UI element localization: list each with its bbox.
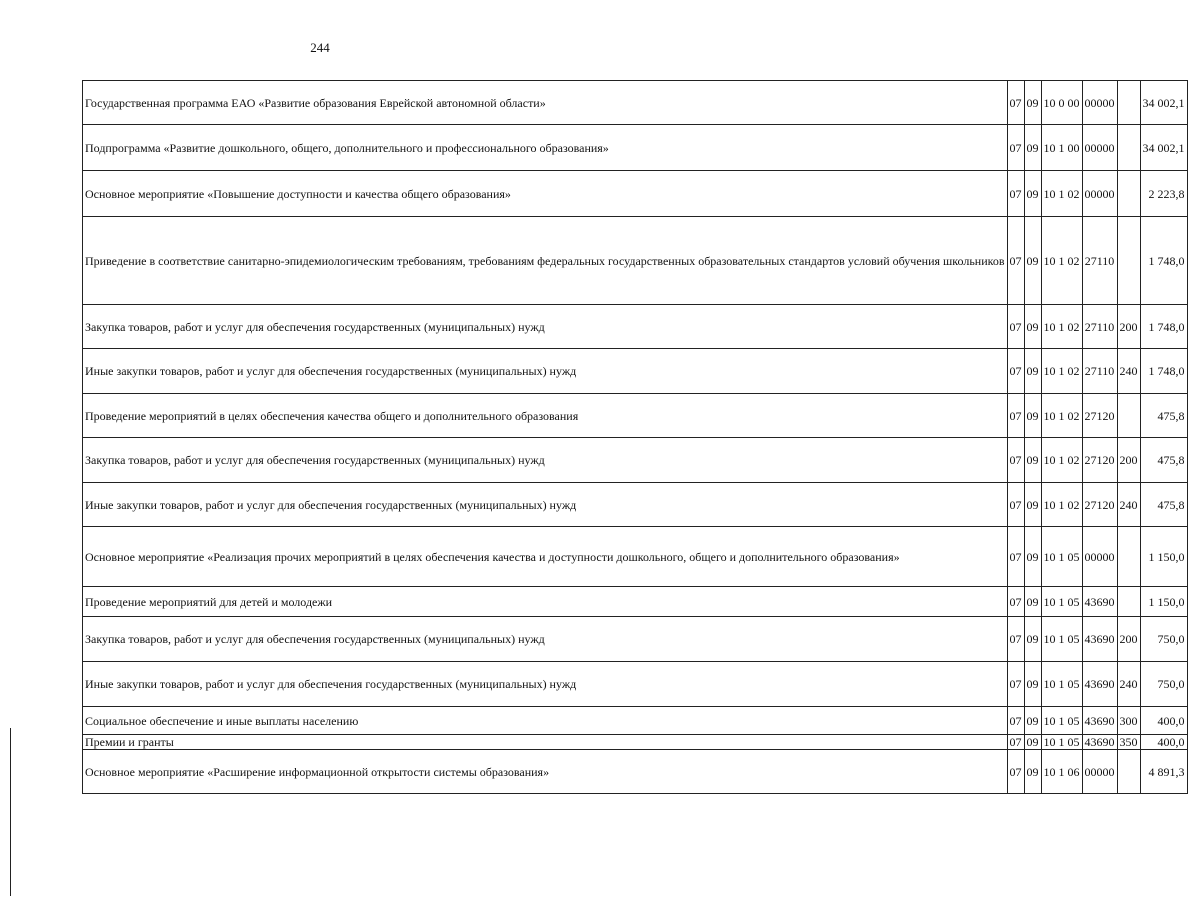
row-expense-type-cell	[1117, 587, 1140, 617]
row-name-cell: Закупка товаров, работ и услуг для обеспечения государственных (муниципальных) нужд	[83, 305, 1008, 349]
row-gp-cell: 07	[1007, 171, 1024, 217]
row-gp-cell: 07	[1007, 735, 1024, 750]
row-sum-cell: 34 002,1	[1140, 125, 1187, 171]
row-rz-cell: 09	[1024, 662, 1041, 707]
row-sum-cell: 400,0	[1140, 707, 1187, 735]
row-csr-program-cell: 10 1 02	[1041, 217, 1082, 305]
row-sum-cell: 400,0	[1140, 735, 1187, 750]
row-csr-program-cell: 10 1 02	[1041, 483, 1082, 527]
row-csr-direction-cell: 00000	[1082, 750, 1117, 794]
row-csr-program-cell: 10 1 05	[1041, 617, 1082, 662]
row-sum-cell: 2 223,8	[1140, 171, 1187, 217]
row-sum-cell: 4 891,3	[1140, 750, 1187, 794]
row-gp-cell: 07	[1007, 394, 1024, 438]
row-csr-program-cell: 10 1 05	[1041, 735, 1082, 750]
row-gp-cell: 07	[1007, 483, 1024, 527]
table-row	[83, 527, 1188, 587]
row-rz-cell: 09	[1024, 394, 1041, 438]
row-expense-type-cell	[1117, 125, 1140, 171]
table-row	[83, 305, 1188, 349]
budget-table	[82, 80, 1188, 794]
row-sum-cell: 1 150,0	[1140, 527, 1187, 587]
row-expense-type-cell	[1117, 394, 1140, 438]
row-rz-cell: 09	[1024, 527, 1041, 587]
row-csr-program-cell: 10 1 02	[1041, 349, 1082, 394]
row-csr-program-cell: 10 1 05	[1041, 527, 1082, 587]
row-name-cell: Премии и гранты	[83, 735, 1008, 750]
row-expense-type-cell: 240	[1117, 483, 1140, 527]
row-name-cell: Закупка товаров, работ и услуг для обеспечения государственных (муниципальных) нужд	[83, 438, 1008, 483]
row-gp-cell: 07	[1007, 438, 1024, 483]
row-csr-direction-cell: 00000	[1082, 527, 1117, 587]
row-expense-type-cell	[1117, 527, 1140, 587]
row-csr-program-cell: 10 1 00	[1041, 125, 1082, 171]
row-name-cell: Основное мероприятие «Расширение информационной открытости системы образования»	[83, 750, 1008, 794]
table-row	[83, 438, 1188, 483]
row-csr-program-cell: 10 1 02	[1041, 394, 1082, 438]
row-expense-type-cell: 200	[1117, 438, 1140, 483]
row-expense-type-cell: 200	[1117, 617, 1140, 662]
row-rz-cell: 09	[1024, 125, 1041, 171]
scan-margin-line	[10, 728, 11, 896]
row-csr-direction-cell: 43690	[1082, 735, 1117, 750]
row-gp-cell: 07	[1007, 305, 1024, 349]
row-name-cell: Иные закупки товаров, работ и услуг для обеспечения государственных (муниципальных) нужд	[83, 349, 1008, 394]
row-csr-direction-cell: 43690	[1082, 587, 1117, 617]
row-name-cell: Подпрограмма «Развитие дошкольного, общего, дополнительного и профессионального образования»	[83, 125, 1008, 171]
row-csr-program-cell: 10 1 05	[1041, 707, 1082, 735]
row-name-cell: Основное мероприятие «Реализация прочих мероприятий в целях обеспечения качества и доступности дошкольного, общего и дополнительного образования»	[83, 527, 1008, 587]
row-rz-cell: 09	[1024, 438, 1041, 483]
row-gp-cell: 07	[1007, 750, 1024, 794]
row-sum-cell: 1 150,0	[1140, 587, 1187, 617]
row-csr-direction-cell: 27110	[1082, 217, 1117, 305]
row-expense-type-cell	[1117, 81, 1140, 125]
row-gp-cell: 07	[1007, 662, 1024, 707]
row-rz-cell: 09	[1024, 617, 1041, 662]
row-csr-direction-cell: 00000	[1082, 125, 1117, 171]
row-csr-program-cell: 10 1 02	[1041, 171, 1082, 217]
row-rz-cell: 09	[1024, 750, 1041, 794]
row-sum-cell: 1 748,0	[1140, 217, 1187, 305]
row-rz-cell: 09	[1024, 735, 1041, 750]
row-gp-cell: 07	[1007, 217, 1024, 305]
table-row	[83, 735, 1188, 750]
row-gp-cell: 07	[1007, 349, 1024, 394]
table-row	[83, 394, 1188, 438]
row-sum-cell: 1 748,0	[1140, 349, 1187, 394]
row-expense-type-cell	[1117, 217, 1140, 305]
row-gp-cell: 07	[1007, 81, 1024, 125]
row-expense-type-cell: 240	[1117, 662, 1140, 707]
row-rz-cell: 09	[1024, 483, 1041, 527]
row-expense-type-cell: 300	[1117, 707, 1140, 735]
row-gp-cell: 07	[1007, 617, 1024, 662]
row-csr-program-cell: 10 1 06	[1041, 750, 1082, 794]
row-name-cell: Иные закупки товаров, работ и услуг для обеспечения государственных (муниципальных) нужд	[83, 483, 1008, 527]
table-row	[83, 349, 1188, 394]
row-rz-cell: 09	[1024, 305, 1041, 349]
row-name-cell: Закупка товаров, работ и услуг для обеспечения государственных (муниципальных) нужд	[83, 617, 1008, 662]
table-row	[83, 587, 1188, 617]
row-csr-direction-cell: 27110	[1082, 349, 1117, 394]
page-number: 244	[310, 40, 330, 55]
row-sum-cell: 475,8	[1140, 438, 1187, 483]
row-gp-cell: 07	[1007, 707, 1024, 735]
row-sum-cell: 34 002,1	[1140, 81, 1187, 125]
row-rz-cell: 09	[1024, 349, 1041, 394]
row-csr-program-cell: 10 1 02	[1041, 438, 1082, 483]
row-sum-cell: 750,0	[1140, 617, 1187, 662]
row-csr-direction-cell: 00000	[1082, 81, 1117, 125]
row-gp-cell: 07	[1007, 527, 1024, 587]
row-name-cell: Приведение в соответствие санитарно-эпидемиологическим требованиям, требованиям федеральных государственных образовательных стандартов условий обучения школьников	[83, 217, 1008, 305]
row-csr-program-cell: 10 1 02	[1041, 305, 1082, 349]
table-row	[83, 662, 1188, 707]
row-csr-program-cell: 10 1 05	[1041, 662, 1082, 707]
row-name-cell: Проведение мероприятий для детей и молодежи	[83, 587, 1008, 617]
row-rz-cell: 09	[1024, 707, 1041, 735]
row-expense-type-cell: 350	[1117, 735, 1140, 750]
table-row	[83, 483, 1188, 527]
row-csr-direction-cell: 43690	[1082, 617, 1117, 662]
row-rz-cell: 09	[1024, 81, 1041, 125]
row-name-cell: Социальное обеспечение и иные выплаты населению	[83, 707, 1008, 735]
row-csr-direction-cell: 27110	[1082, 305, 1117, 349]
row-rz-cell: 09	[1024, 171, 1041, 217]
row-csr-direction-cell: 00000	[1082, 171, 1117, 217]
row-sum-cell: 750,0	[1140, 662, 1187, 707]
row-name-cell: Иные закупки товаров, работ и услуг для обеспечения государственных (муниципальных) нужд	[83, 662, 1008, 707]
table-row	[83, 750, 1188, 794]
table-row	[83, 617, 1188, 662]
row-gp-cell: 07	[1007, 587, 1024, 617]
row-expense-type-cell: 200	[1117, 305, 1140, 349]
table-row	[83, 707, 1188, 735]
table-row	[83, 125, 1188, 171]
table-row	[83, 81, 1188, 125]
row-expense-type-cell: 240	[1117, 349, 1140, 394]
row-sum-cell: 475,8	[1140, 483, 1187, 527]
row-sum-cell: 1 748,0	[1140, 305, 1187, 349]
row-gp-cell: 07	[1007, 125, 1024, 171]
row-expense-type-cell	[1117, 750, 1140, 794]
row-expense-type-cell	[1117, 171, 1140, 217]
row-rz-cell: 09	[1024, 587, 1041, 617]
row-csr-program-cell: 10 0 00	[1041, 81, 1082, 125]
budget-table-body	[83, 81, 1188, 794]
row-csr-program-cell: 10 1 05	[1041, 587, 1082, 617]
row-csr-direction-cell: 27120	[1082, 394, 1117, 438]
table-row	[83, 217, 1188, 305]
row-rz-cell: 09	[1024, 217, 1041, 305]
row-csr-direction-cell: 43690	[1082, 662, 1117, 707]
table-row	[83, 171, 1188, 217]
row-csr-direction-cell: 43690	[1082, 707, 1117, 735]
row-csr-direction-cell: 27120	[1082, 483, 1117, 527]
row-sum-cell: 475,8	[1140, 394, 1187, 438]
row-name-cell: Основное мероприятие «Повышение доступности и качества общего образования»	[83, 171, 1008, 217]
row-name-cell: Проведение мероприятий в целях обеспечения качества общего и дополнительного образования	[83, 394, 1008, 438]
row-name-cell: Государственная программа ЕАО «Развитие образования Еврейской автономной области»	[83, 81, 1008, 125]
row-csr-direction-cell: 27120	[1082, 438, 1117, 483]
